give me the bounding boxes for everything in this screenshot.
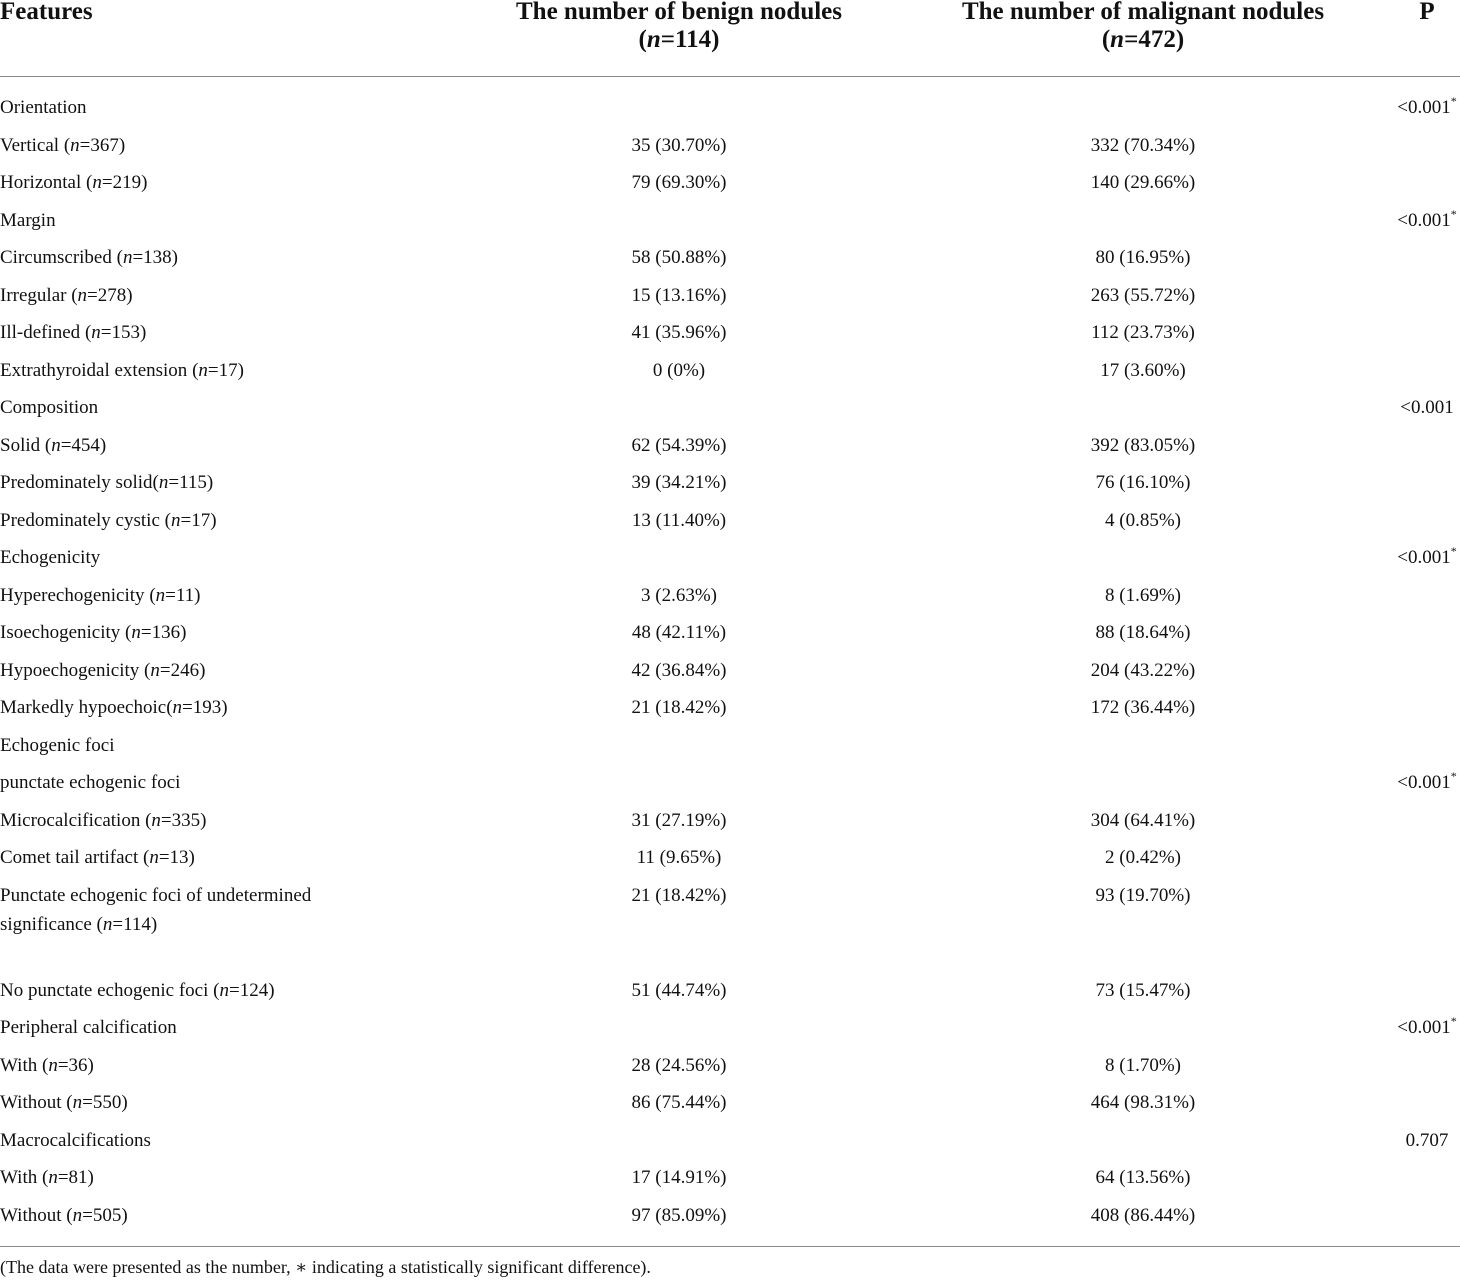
significance-marker: * bbox=[1450, 206, 1457, 221]
table-row bbox=[0, 652, 1460, 690]
cell-p-value bbox=[1385, 1009, 1460, 1047]
cell-benign: 28 (24.56%) bbox=[631, 1054, 727, 1076]
cell-feature: Predominately solid(n=115) bbox=[0, 472, 214, 493]
table-row bbox=[0, 972, 1460, 1010]
p-value-text: <0.001 bbox=[1397, 547, 1451, 568]
cell-benign: 3 (2.63%) bbox=[641, 584, 717, 606]
significance-marker: * bbox=[1450, 769, 1457, 783]
cell-malignant: 2 (0.42%) bbox=[1105, 847, 1181, 868]
table-row bbox=[0, 1009, 1460, 1047]
table-row bbox=[0, 352, 1460, 390]
cell-malignant: 172 (36.44%) bbox=[1090, 697, 1196, 718]
cell-malignant: 263 (55.72%) bbox=[1090, 284, 1196, 306]
cell-malignant: 80 (16.95%) bbox=[1095, 247, 1191, 268]
cell-feature: Microcalcification (n=335) bbox=[0, 809, 207, 831]
table-row bbox=[0, 1159, 1460, 1197]
header-malignant bbox=[904, 0, 1382, 54]
cell-malignant: 204 (43.22%) bbox=[1090, 659, 1196, 681]
cell-malignant: 112 (23.73%) bbox=[1091, 322, 1195, 343]
cell-feature: Macrocalcifications bbox=[0, 1129, 151, 1151]
cell-feature: Orientation bbox=[0, 97, 87, 118]
p-value-text: <0.001 bbox=[1400, 397, 1454, 418]
cell-feature: Markedly hypoechoic(n=193) bbox=[0, 697, 228, 718]
cell-feature: punctate echogenic foci bbox=[0, 772, 181, 793]
cell-feature: Echogenicity bbox=[0, 547, 101, 568]
header-benign-n: (n=114) bbox=[638, 26, 720, 53]
cell-malignant: 392 (83.05%) bbox=[1090, 434, 1196, 456]
cell-malignant: 17 (3.60%) bbox=[1100, 359, 1186, 381]
table-row bbox=[0, 502, 1460, 540]
cell-benign: 0 (0%) bbox=[652, 359, 706, 381]
cell-feature: Peripheral calcification bbox=[0, 1017, 177, 1038]
header-benign-title: The number of benign nodules bbox=[515, 0, 842, 25]
header-features: Features bbox=[0, 0, 93, 25]
cell-malignant: 332 (70.34%) bbox=[1090, 134, 1196, 156]
table-row bbox=[0, 314, 1460, 352]
table-row bbox=[0, 839, 1460, 877]
cell-benign: 79 (69.30%) bbox=[631, 172, 727, 193]
cell-feature: Ill-defined (n=153) bbox=[0, 322, 147, 343]
cell-feature: Isoechogenicity (n=136) bbox=[0, 622, 187, 643]
table-row bbox=[0, 689, 1460, 727]
header-p: P bbox=[1419, 0, 1435, 25]
significance-marker: * bbox=[1450, 94, 1457, 108]
table-row bbox=[0, 802, 1460, 840]
significance-marker: * bbox=[1450, 1014, 1457, 1028]
p-value-text: 0.707 bbox=[1405, 1129, 1449, 1151]
cell-feature: With (n=81) bbox=[0, 1167, 94, 1188]
cell-feature: Circumscribed (n=138) bbox=[0, 247, 178, 268]
table-row bbox=[0, 89, 1460, 127]
cell-feature: Hyperechogenicity (n=11) bbox=[0, 584, 201, 606]
header-malignant-n: (n=472) bbox=[1101, 26, 1185, 53]
cell-malignant: 464 (98.31%) bbox=[1090, 1092, 1196, 1113]
table-footnote: (The data were presented as the number, ∗ indicating a statistically significant difference). bbox=[0, 1257, 651, 1277]
bottom-rule bbox=[0, 1246, 1460, 1247]
cell-benign: 97 (85.09%) bbox=[631, 1204, 727, 1226]
cell-benign: 13 (11.40%) bbox=[631, 509, 727, 531]
cell-feature: Comet tail artifact (n=13) bbox=[0, 847, 195, 868]
cell-feature: Irregular (n=278) bbox=[0, 284, 133, 306]
table-body bbox=[0, 89, 1460, 1234]
cell-p-value bbox=[1385, 1122, 1460, 1160]
table-row bbox=[0, 239, 1460, 277]
header-malignant-title: The number of malignant nodules bbox=[961, 0, 1325, 25]
cell-benign: 41 (35.96%) bbox=[631, 322, 727, 343]
cell-feature: No punctate echogenic foci (n=124) bbox=[0, 979, 275, 1001]
table-row bbox=[0, 764, 1460, 802]
cell-benign: 62 (54.39%) bbox=[631, 434, 727, 456]
header-rule bbox=[0, 76, 1460, 77]
table-row bbox=[0, 1197, 1460, 1235]
cell-feature: Margin bbox=[0, 209, 56, 231]
cell-benign: 35 (30.70%) bbox=[631, 134, 727, 156]
cell-p-value bbox=[1385, 389, 1460, 427]
cell-benign: 42 (36.84%) bbox=[631, 659, 727, 681]
cell-benign: 17 (14.91%) bbox=[631, 1167, 727, 1188]
cell-benign: 51 (44.74%) bbox=[631, 979, 727, 1001]
table-row bbox=[0, 1047, 1460, 1085]
table-row bbox=[0, 277, 1460, 315]
cell-benign: 39 (34.21%) bbox=[631, 472, 727, 493]
table-row bbox=[0, 877, 1460, 972]
table-row bbox=[0, 539, 1460, 577]
cell-feature: Predominately cystic (n=17) bbox=[0, 509, 217, 531]
table-row bbox=[0, 427, 1460, 465]
cell-benign: 58 (50.88%) bbox=[631, 247, 727, 268]
cell-feature: Echogenic foci bbox=[0, 734, 115, 756]
cell-feature: Horizontal (n=219) bbox=[0, 172, 148, 193]
cell-benign: 86 (75.44%) bbox=[631, 1092, 727, 1113]
cell-feature: With (n=36) bbox=[0, 1054, 94, 1076]
cell-feature: Without (n=550) bbox=[0, 1092, 128, 1113]
header-benign bbox=[440, 0, 918, 54]
cell-malignant: 304 (64.41%) bbox=[1090, 809, 1196, 831]
cell-malignant: 64 (13.56%) bbox=[1095, 1167, 1191, 1188]
cell-malignant: 88 (18.64%) bbox=[1095, 622, 1191, 643]
cell-benign: 31 (27.19%) bbox=[631, 809, 727, 831]
p-value-text: <0.001 bbox=[1397, 1017, 1451, 1038]
table-row bbox=[0, 577, 1460, 615]
cell-malignant: 4 (0.85%) bbox=[1105, 509, 1181, 531]
p-value-text: <0.001 bbox=[1397, 97, 1451, 118]
cell-p-value bbox=[1385, 539, 1460, 577]
table-row bbox=[0, 614, 1460, 652]
p-value-text: <0.001 bbox=[1397, 209, 1451, 231]
table-row bbox=[0, 727, 1460, 765]
cell-malignant: 8 (1.70%) bbox=[1105, 1054, 1181, 1076]
cell-benign: 11 (9.65%) bbox=[636, 847, 722, 868]
cell-malignant: 73 (15.47%) bbox=[1095, 979, 1191, 1001]
cell-feature: Vertical (n=367) bbox=[0, 134, 126, 156]
cell-feature: Punctate echogenic foci of undetermined significance (n=114) bbox=[0, 884, 312, 935]
cell-feature: Without (n=505) bbox=[0, 1204, 128, 1226]
table-row bbox=[0, 202, 1460, 240]
cell-feature: Hypoechogenicity (n=246) bbox=[0, 659, 206, 681]
cell-benign: 15 (13.16%) bbox=[631, 284, 727, 306]
table-row bbox=[0, 464, 1460, 502]
table-row bbox=[0, 1084, 1460, 1122]
cell-malignant: 76 (16.10%) bbox=[1095, 472, 1191, 493]
table-row bbox=[0, 1122, 1460, 1160]
cell-malignant: 93 (19.70%) bbox=[1095, 884, 1191, 906]
significance-marker: * bbox=[1450, 544, 1457, 558]
cell-p-value bbox=[1385, 89, 1460, 127]
cell-feature: Composition bbox=[0, 397, 99, 418]
cell-benign: 21 (18.42%) bbox=[631, 884, 727, 906]
table-row bbox=[0, 164, 1460, 202]
cell-malignant: 140 (29.66%) bbox=[1090, 172, 1196, 193]
cell-feature: Extrathyroidal extension (n=17) bbox=[0, 359, 244, 381]
cell-p-value bbox=[1385, 202, 1460, 240]
cell-benign: 21 (18.42%) bbox=[631, 697, 727, 718]
table-row bbox=[0, 127, 1460, 165]
cell-malignant: 8 (1.69%) bbox=[1105, 584, 1181, 606]
cell-feature: Solid (n=454) bbox=[0, 434, 107, 456]
p-value-text: <0.001 bbox=[1397, 772, 1451, 793]
table-header bbox=[0, 0, 1460, 76]
cell-benign: 48 (42.11%) bbox=[631, 622, 727, 643]
table-row bbox=[0, 389, 1460, 427]
cell-malignant: 408 (86.44%) bbox=[1090, 1204, 1196, 1226]
cell-p-value bbox=[1385, 764, 1460, 802]
